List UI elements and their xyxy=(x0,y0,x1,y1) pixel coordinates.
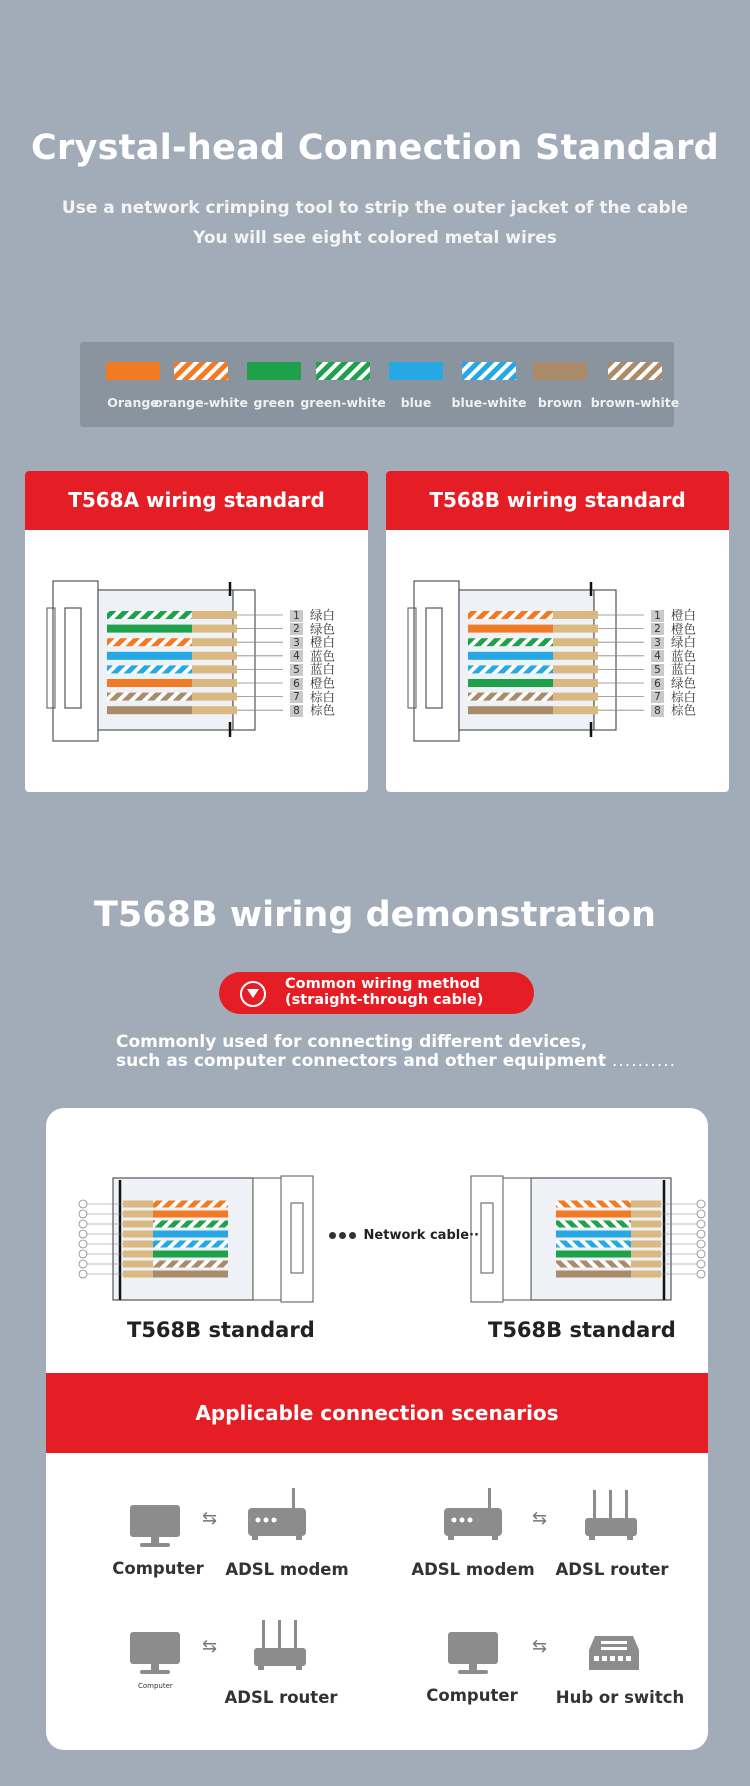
legend-label: Orange xyxy=(107,395,159,410)
t568b-title: T568B wiring standard xyxy=(386,471,729,530)
pin-row xyxy=(290,703,335,718)
striped-brown-swatch xyxy=(608,362,662,380)
switch-icon xyxy=(587,1632,641,1680)
pin-color-label: 橙白 xyxy=(310,634,336,650)
legend-label: blue xyxy=(400,395,432,410)
demo-description xyxy=(116,1033,676,1071)
pin-number: 8 xyxy=(651,705,664,717)
demo-panel xyxy=(46,1108,708,1750)
router-icon xyxy=(583,1490,639,1550)
badge-line-1: Common wiring method xyxy=(285,976,480,992)
solid-orange-swatch xyxy=(106,362,160,380)
pin-number: 1 xyxy=(651,610,664,622)
description-line-1: Commonly used for connecting different devices, xyxy=(116,1032,588,1052)
pin-number: 5 xyxy=(651,664,664,676)
computer-icon xyxy=(128,1630,184,1682)
striped-orange-swatch xyxy=(174,362,228,380)
legend-label: orange-white xyxy=(154,395,248,410)
pin-color-label: 蓝白 xyxy=(671,661,697,677)
solid-green-swatch xyxy=(247,362,301,380)
t568a-title: T568A wiring standard xyxy=(25,471,368,530)
pin-color-label: 棕白 xyxy=(310,688,336,704)
t568b-diagram xyxy=(386,530,729,792)
pin-number: 4 xyxy=(651,650,664,662)
pin-number: 4 xyxy=(290,650,303,662)
pin-number: 7 xyxy=(290,691,303,703)
striped-blue-swatch xyxy=(462,362,516,380)
subtitle-line-2: You will see eight colored metal wires xyxy=(193,228,557,248)
scenario-3-right: ADSL router xyxy=(224,1688,338,1707)
scenario-4-left: Computer xyxy=(426,1686,518,1705)
dot-icon xyxy=(339,1232,346,1239)
wire-color-legend xyxy=(80,342,680,427)
modem-icon xyxy=(442,1488,506,1552)
pin-color-label: 绿白 xyxy=(671,634,697,650)
pin-color-label: 橙色 xyxy=(310,675,336,691)
pin-color-label: 棕白 xyxy=(671,688,697,704)
computer-icon xyxy=(446,1630,502,1682)
description-ellipsis: .......... xyxy=(612,1051,677,1071)
legend-label: brown xyxy=(537,395,583,410)
pin-number: 7 xyxy=(651,691,664,703)
pin-color-label: 蓝色 xyxy=(310,648,336,664)
scenario-2-left: ADSL modem xyxy=(411,1560,535,1579)
t568a-card xyxy=(25,471,368,792)
solid-blue-swatch xyxy=(389,362,443,380)
wiring-method-badge xyxy=(219,972,534,1014)
pin-color-label: 棕色 xyxy=(310,702,336,718)
computer-icon xyxy=(128,1503,184,1555)
subtitle-line-1: Use a network crimping tool to strip the outer jacket of the cable xyxy=(61,198,689,218)
dot-icon xyxy=(329,1232,336,1239)
scenarios-heading: Applicable connection scenarios xyxy=(46,1373,708,1453)
bidirectional-arrow-icon: ⇆ xyxy=(202,1508,218,1529)
pin-color-label: 蓝白 xyxy=(310,661,336,677)
pin-color-label: 蓝色 xyxy=(671,648,697,664)
pin-number: 2 xyxy=(290,623,303,635)
pin-color-label: 绿色 xyxy=(671,675,697,691)
bidirectional-arrow-icon: ⇆ xyxy=(202,1636,218,1657)
scenario-3-left: Computer xyxy=(138,1682,173,1690)
dot-icon xyxy=(349,1232,356,1239)
striped-green-swatch xyxy=(316,362,370,380)
pin-color-label: 绿色 xyxy=(310,620,336,636)
pin-color-label: 绿白 xyxy=(310,607,336,623)
modem-icon xyxy=(246,1488,310,1552)
bidirectional-arrow-icon: ⇆ xyxy=(532,1636,548,1657)
left-standard-label: T568B standard xyxy=(127,1318,315,1342)
solid-brown-swatch xyxy=(533,362,587,380)
pin-row xyxy=(651,703,696,718)
scenario-1-left: Computer xyxy=(112,1559,204,1578)
pin-number: 1 xyxy=(290,610,303,622)
legend-label: brown-white xyxy=(590,395,680,410)
scenario-2-right: ADSL router xyxy=(555,1560,669,1579)
pin-color-label: 橙白 xyxy=(671,607,697,623)
pin-color-label: 棕色 xyxy=(671,702,697,718)
legend-label: blue-white xyxy=(451,395,527,410)
pin-number: 6 xyxy=(290,678,303,690)
legend-label: green-white xyxy=(300,395,386,410)
pin-color-label: 橙色 xyxy=(671,620,697,636)
pin-number: 3 xyxy=(651,637,664,649)
scenario-1-right: ADSL modem xyxy=(225,1560,349,1579)
pin-number: 5 xyxy=(290,664,303,676)
demo-title: T568B wiring demonstration xyxy=(94,895,656,935)
pin-number: 3 xyxy=(290,637,303,649)
legend-label: green xyxy=(253,395,295,410)
badge-line-2: (straight-through cable) xyxy=(285,992,484,1008)
network-cable-label: Network cable·· xyxy=(329,1228,479,1243)
pin-number: 2 xyxy=(651,623,664,635)
scenario-4-right: Hub or switch xyxy=(555,1688,685,1707)
t568b-card xyxy=(386,471,729,792)
description-line-2: such as computer connectors and other equipment xyxy=(116,1051,606,1071)
right-standard-label: T568B standard xyxy=(488,1318,676,1342)
router-icon xyxy=(252,1620,308,1680)
pin-number: 6 xyxy=(651,678,664,690)
pin-number: 8 xyxy=(290,705,303,717)
t568a-diagram xyxy=(25,530,368,792)
page-title: Crystal-head Connection Standard xyxy=(31,128,719,168)
bidirectional-arrow-icon: ⇆ xyxy=(532,1508,548,1529)
chevron-down-circle-icon xyxy=(240,981,266,1007)
rj45-plug-pair-icon xyxy=(46,1108,708,1308)
